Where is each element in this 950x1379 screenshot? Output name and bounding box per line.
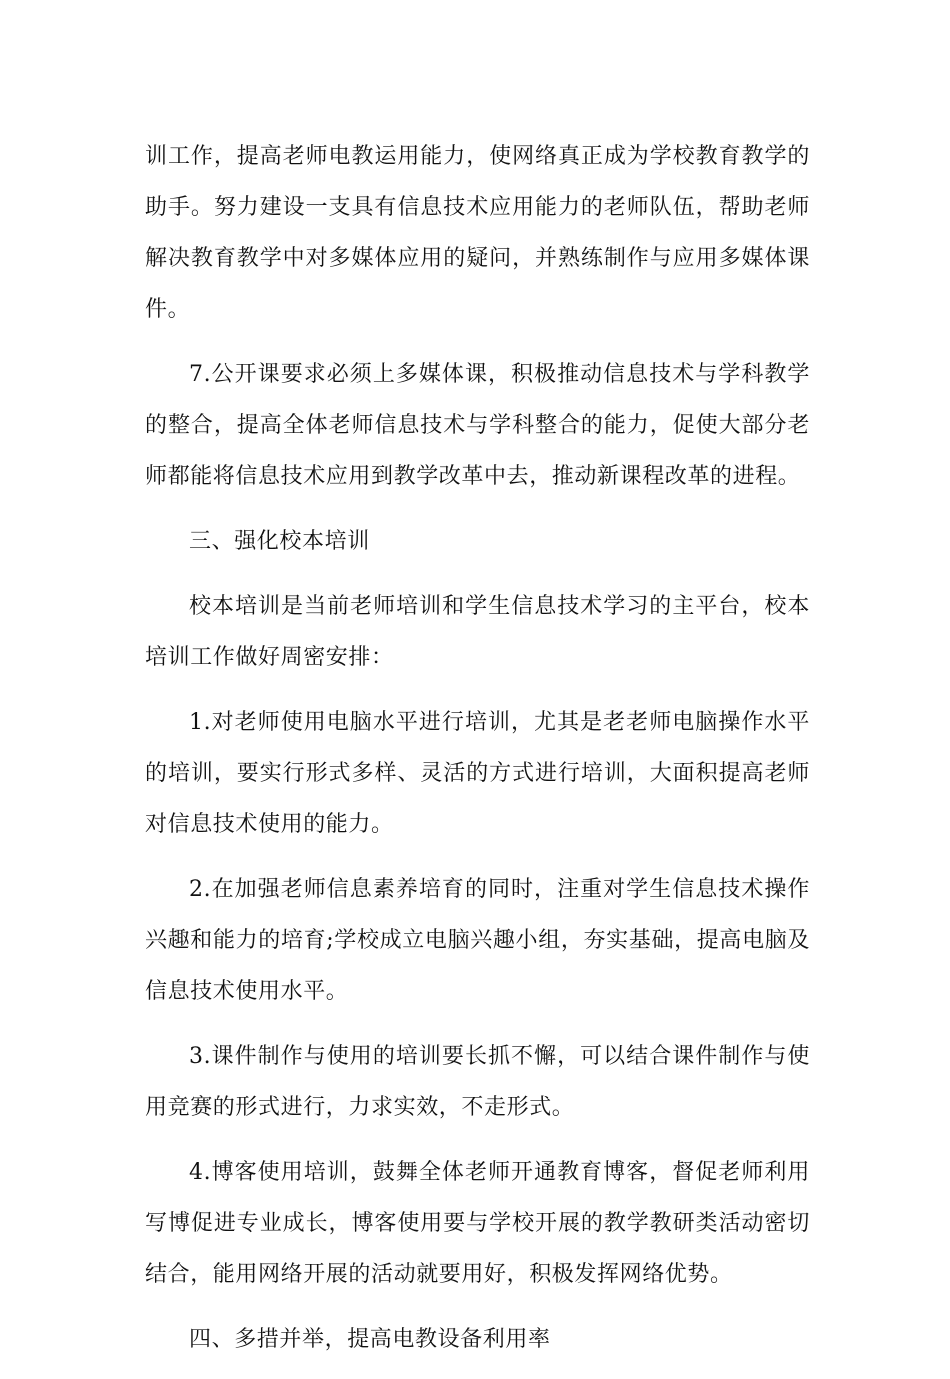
paragraph-item-1: 1.对老师使用电脑水平进行培训，尤其是老老师电脑操作水平的培训，要实行形式多样、灵活的方式进行培训，大面积提高老师对信息技术使用的能力。 [145,710,810,837]
paragraph-item-7: 7.公开课要求必须上多媒体课，积极推动信息技术与学科教学的整合，提高全体老师信息技术与学科整合的能力，促使大部分老师都能将信息技术应用到教学改革中去，推动新课程改革的进程。 [145,362,810,489]
document-body [145,131,810,1379]
paragraph-item-3: 3.课件制作与使用的培训要长抓不懈，可以结合课件制作与使用竞赛的形式进行，力求实效，不走形式。 [145,1044,810,1120]
paragraph-item-2: 2.在加强老师信息素养培育的同时，注重对学生信息技术操作兴趣和能力的培育;学校成立电脑兴趣小组，夯实基础，提高电脑及信息技术使用水平。 [145,877,810,1004]
paragraph-intro: 校本培训是当前老师培训和学生信息技术学习的主平台，校本培训工作做好周密安排： [145,594,810,670]
paragraph-continuation: 训工作，提高老师电教运用能力，使网络真正成为学校教育教学的助手。努力建设一支具有信息技术应用能力的老师队伍，帮助老师解决教育教学中对多媒体应用的疑问，并熟练制作与应用多媒体课件。 [145,144,810,322]
paragraph-item-4: 4.博客使用培训，鼓舞全体老师开通教育博客，督促老师利用写博促进专业成长，博客使用要与学校开展的教学教研类活动密切结合，能用网络开展的活动就要用好，积极发挥网络优势。 [145,1160,810,1287]
section-heading-4: 四、多措并举，提高电教设备利用率 [189,1327,551,1352]
section-heading-3: 三、强化校本培训 [189,529,370,554]
